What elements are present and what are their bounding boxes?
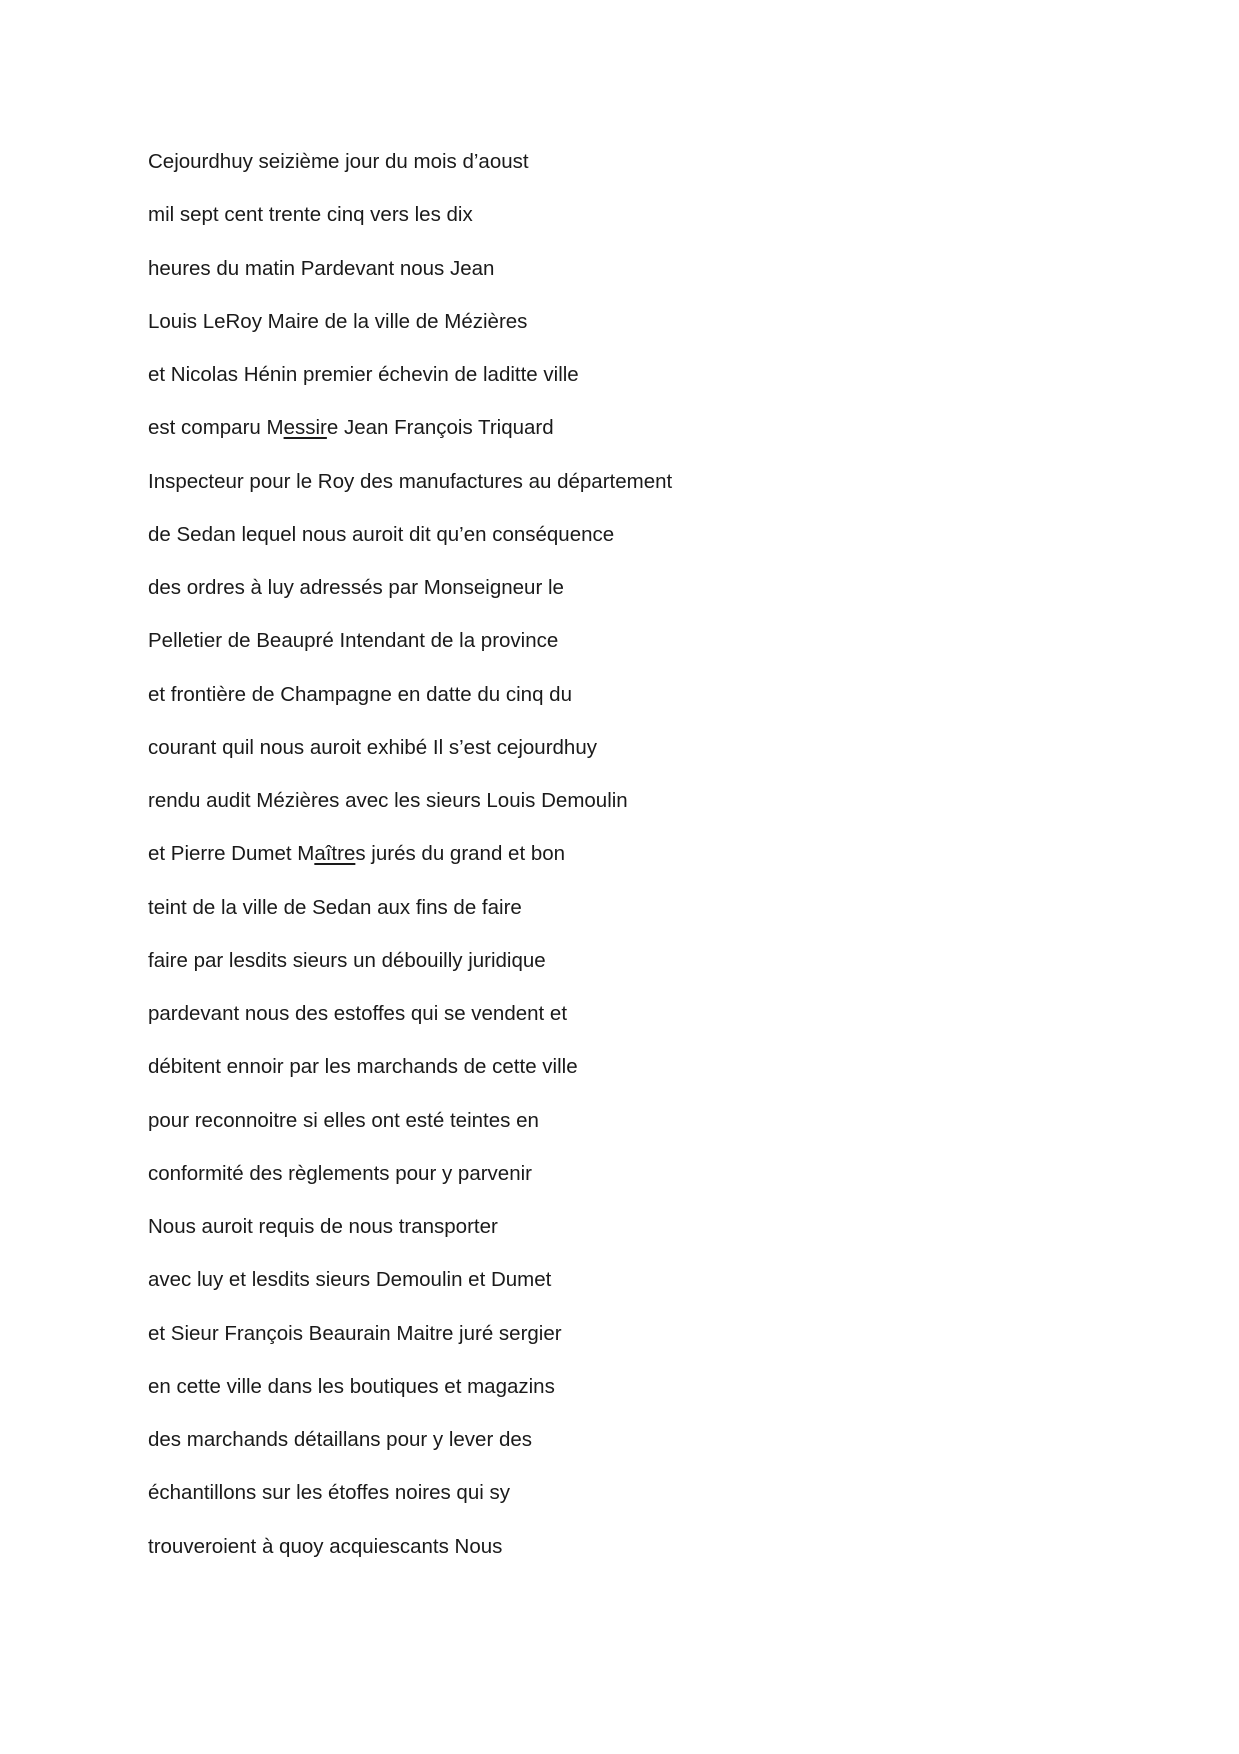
text-line: débitent ennoir par les marchands de cette ville: [148, 1055, 578, 1079]
text-line: et Nicolas Hénin premier échevin de laditte ville: [148, 363, 579, 386]
text-line: Cejourdhuy seizième jour du mois d’aoust: [148, 150, 529, 173]
text-line: Pelletier de Beaupré Intendant de la province: [148, 629, 559, 653]
text-line: mil sept cent trente cinq vers les dix: [148, 203, 473, 227]
text-line: conformité des règlements pour y parvenir: [148, 1161, 532, 1185]
text-line: Louis LeRoy Maire de la ville de Mézières: [148, 309, 528, 333]
text-line: Inspecteur pour le Roy des manufactures au département: [148, 469, 673, 493]
text-line: courant quil nous auroit exhibé Il s’est cejourdhuy: [148, 735, 597, 759]
line-text: e Jean François Triquard: [326, 416, 554, 440]
text-line: avec luy et lesdits sieurs Demoulin et Dumet: [148, 1268, 552, 1292]
text-line: en cette ville dans les boutiques et magazins: [148, 1374, 555, 1398]
transcription-lines: [148, 147, 672, 1585]
text-line: des marchands détaillans pour y lever des: [148, 1428, 533, 1451]
text-line: de Sedan lequel nous auroit dit qu’en conséquence: [148, 522, 615, 546]
line-text: s jurés du grand et bon: [355, 842, 566, 866]
text-line: et frontière de Champagne en datte du cinq du: [148, 682, 572, 706]
text-line: pour reconnoitre si elles ont esté teintes en: [148, 1108, 539, 1132]
text-line: [148, 413, 672, 466]
text-line: Nous auroit requis de nous transporter: [148, 1215, 498, 1238]
text-line: teint de la ville de Sedan aux fins de faire: [148, 895, 522, 919]
text-line: et Sieur François Beaurain Maitre juré sergier: [148, 1321, 562, 1345]
line-text: et Pierre Dumet M: [148, 842, 315, 866]
underlined-abbreviation: aître: [314, 842, 356, 866]
text-line: trouveroient à quoy acquiescants Nous: [148, 1534, 503, 1558]
text-line: pardevant nous des estoffes qui se vendent et: [148, 1002, 568, 1025]
text-line: des ordres à luy adressés par Monseigneur le: [148, 576, 564, 599]
line-text: est comparu M: [148, 416, 284, 440]
text-line: échantillons sur les étoffes noires qui sy: [148, 1481, 510, 1505]
text-line: [148, 839, 672, 892]
text-line: rendu audit Mézières avec les sieurs Louis Demoulin: [148, 789, 628, 812]
text-line: heures du matin Pardevant nous Jean: [148, 256, 495, 280]
text-line: faire par lesdits sieurs un débouilly juridique: [148, 948, 546, 972]
underlined-abbreviation: essir: [283, 416, 327, 440]
